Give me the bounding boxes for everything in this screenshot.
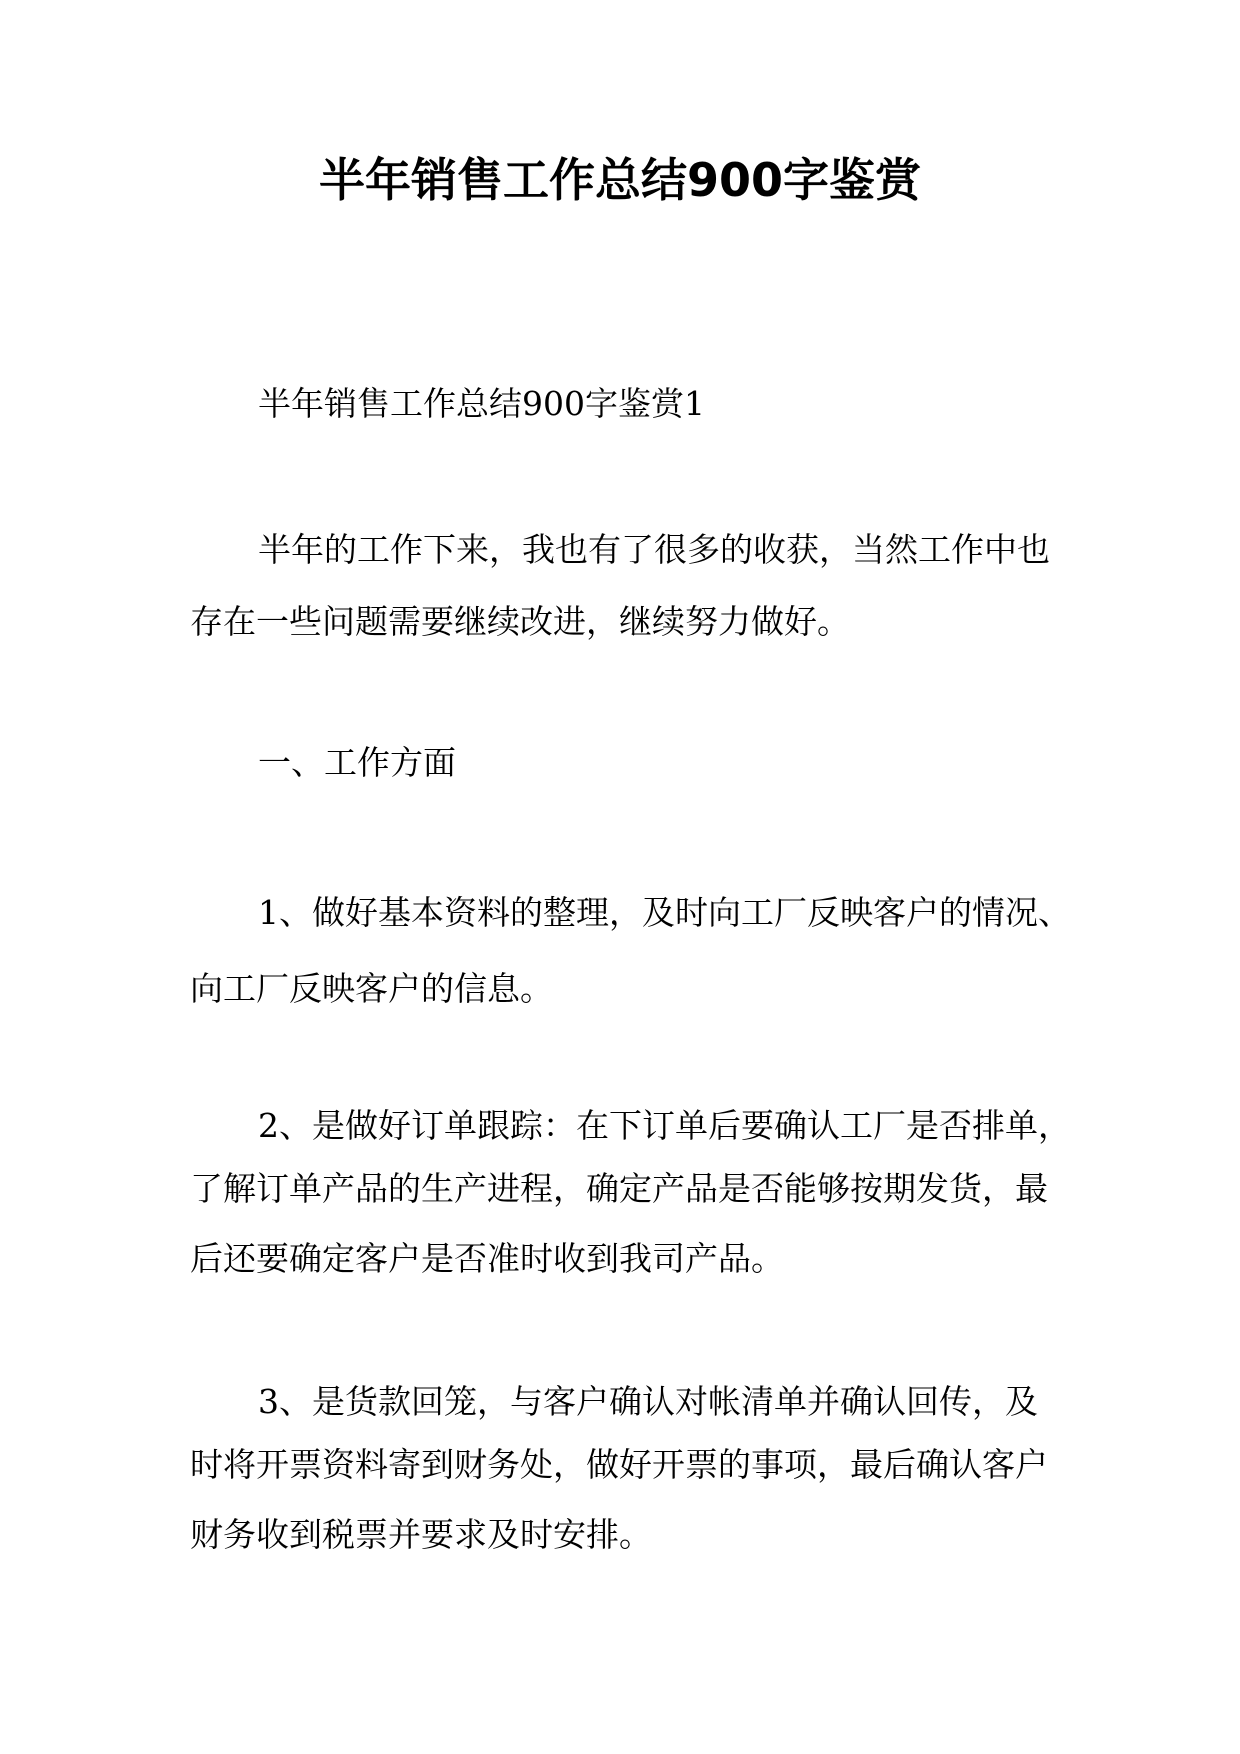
section-heading-text: 一、工作方面 [258, 743, 456, 782]
item-2-line-2: 了解订单产品的生产进程，确定产品是否能够按期发货，最 [190, 1169, 1048, 1208]
item-2-line-1: 2、是做好订单跟踪：在下订单后要确认工厂是否排单， [258, 1106, 1071, 1145]
intro-line-2: 存在一些问题需要继续改进，继续努力做好。 [190, 602, 850, 641]
item-3-line-2: 时将开票资料寄到财务处，做好开票的事项，最后确认客户 [190, 1445, 1048, 1484]
item-2-line-3: 后还要确定客户是否准时收到我司产品。 [190, 1239, 784, 1278]
item-1-line-2: 向工厂反映客户的信息。 [190, 969, 553, 1008]
document-title: 半年销售工作总结900字鉴赏 [318, 153, 922, 207]
intro-line-1: 半年的工作下来，我也有了很多的收获，当然工作中也 [258, 530, 1050, 569]
item-3-line-1: 3、是货款回笼，与客户确认对帐清单并确认回传，及 [258, 1382, 1038, 1421]
item-1-line-1: 1、做好基本资料的整理，及时向工厂反映客户的情况、 [258, 893, 1071, 932]
subtitle-text: 半年销售工作总结900字鉴赏1 [258, 384, 705, 423]
item-3-line-3: 财务收到税票并要求及时安排。 [190, 1515, 652, 1554]
